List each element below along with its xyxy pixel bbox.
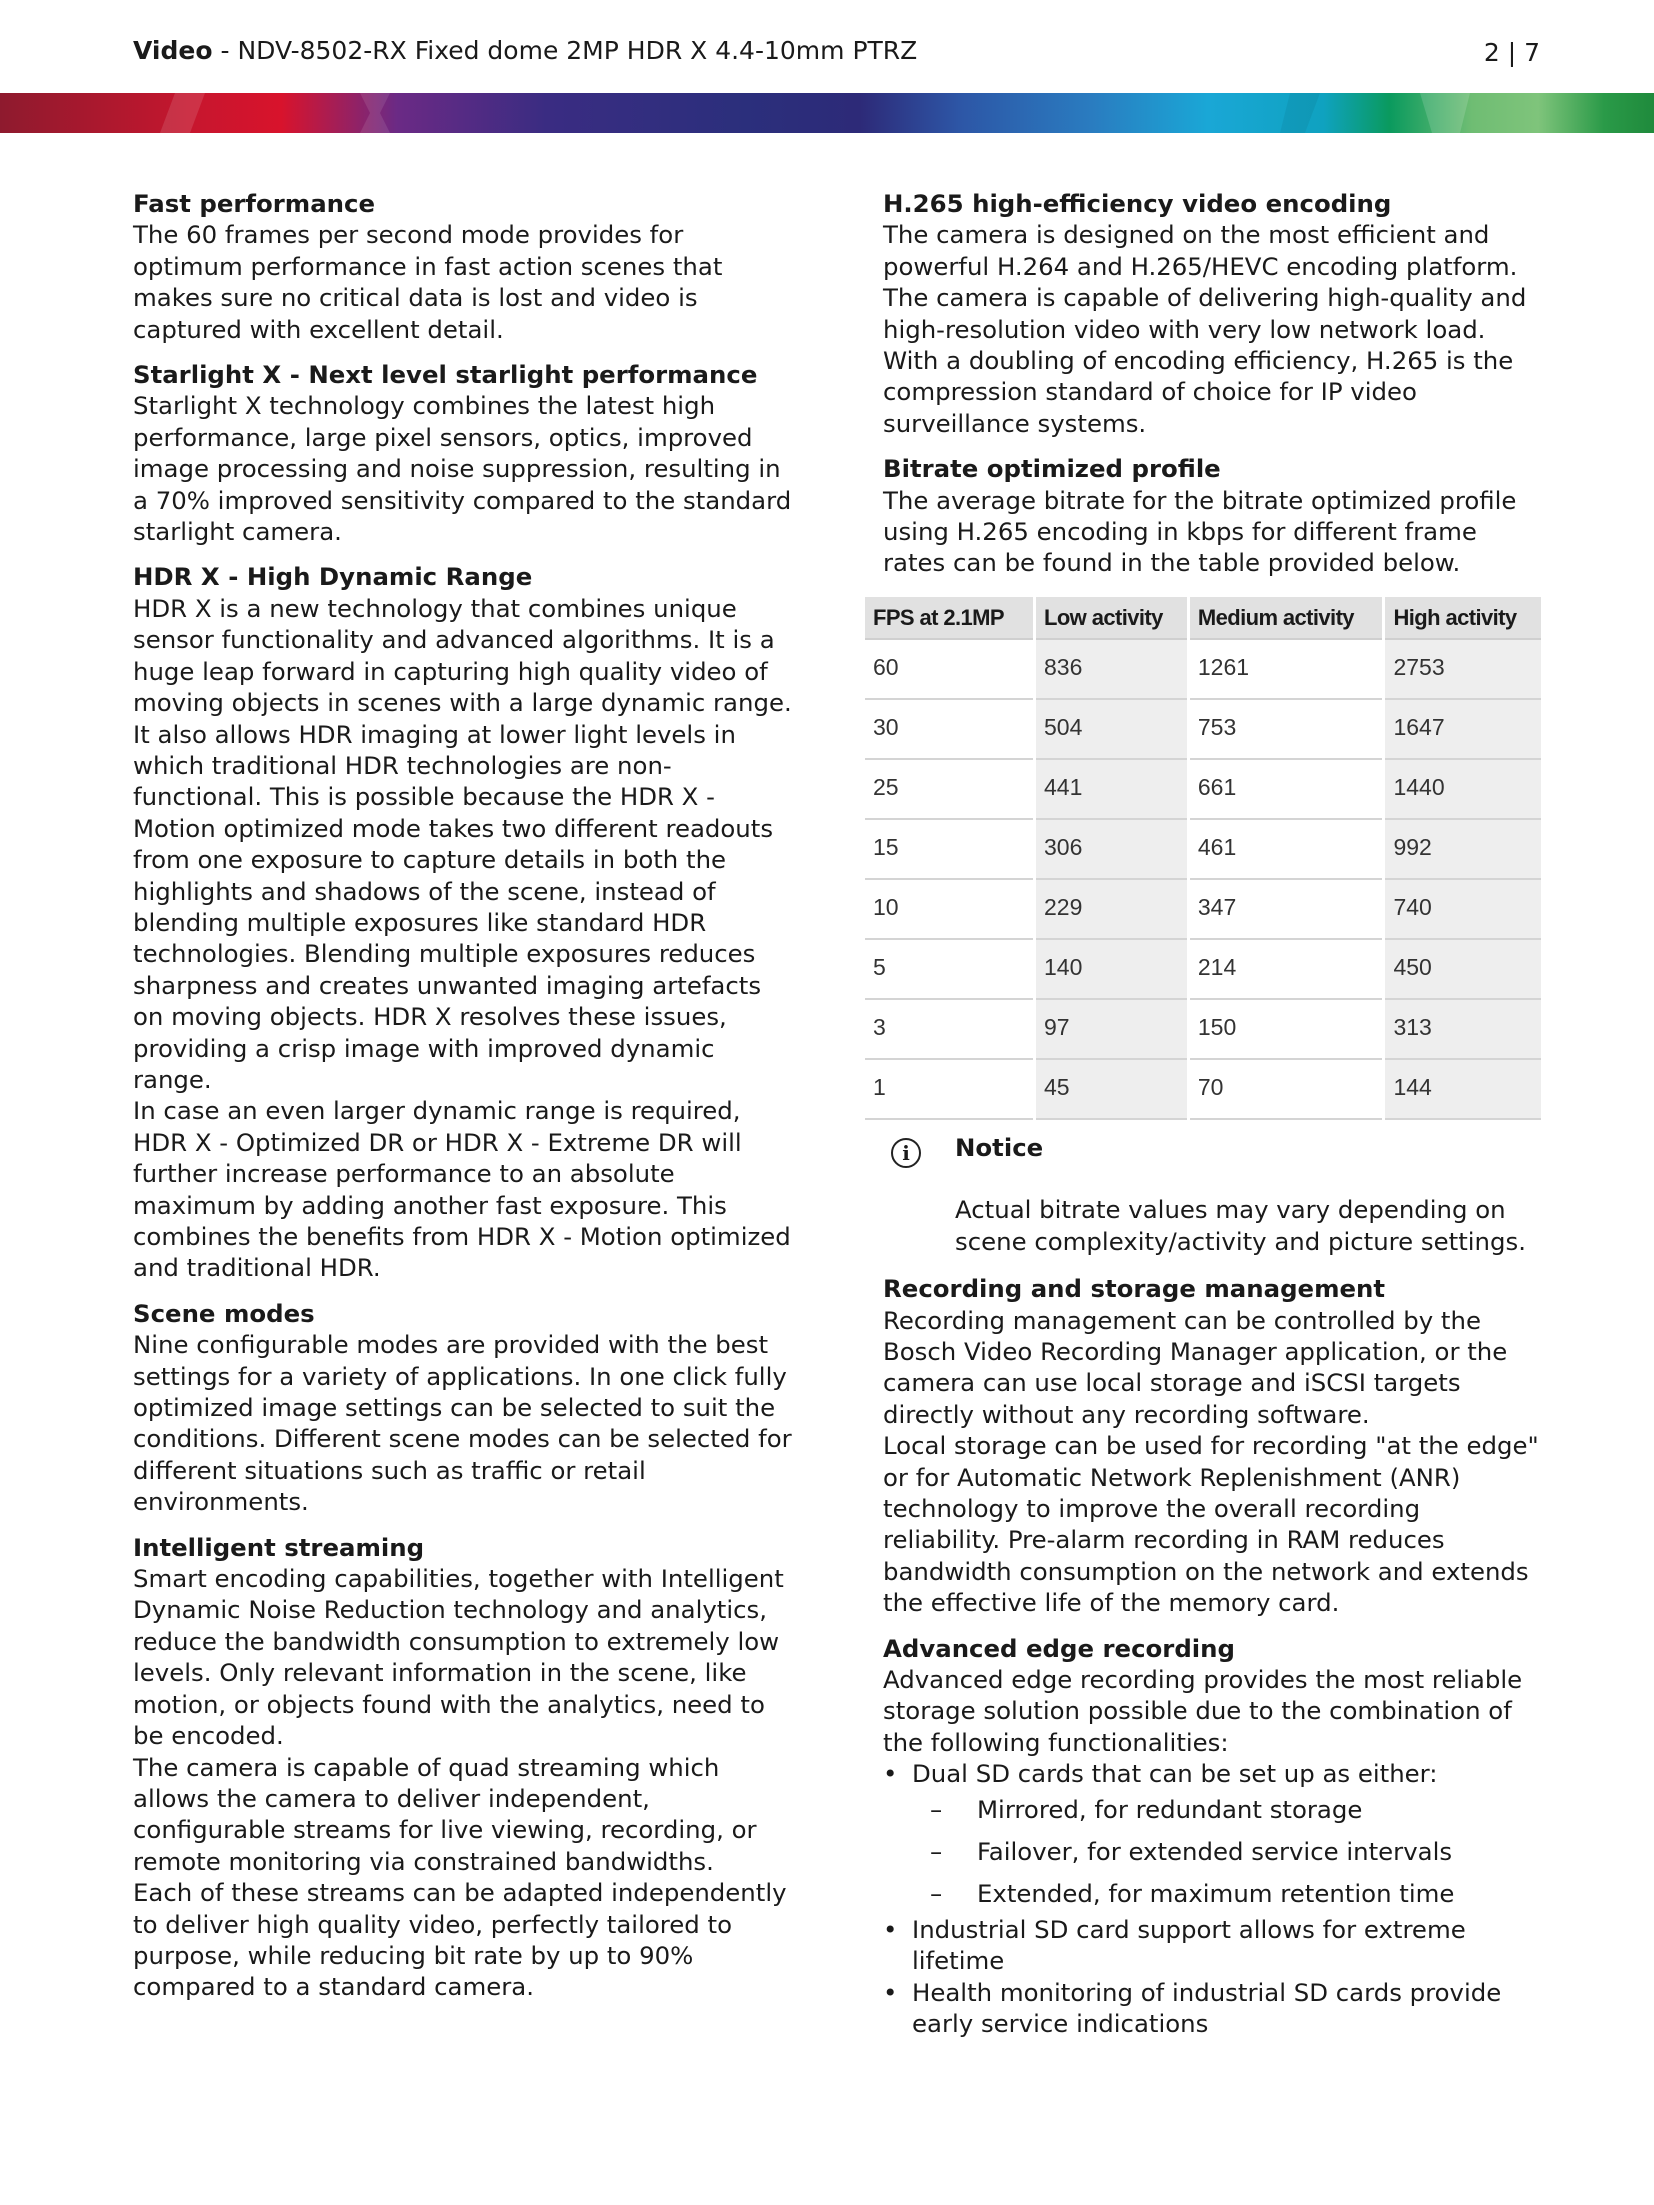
column-header: Low activity (1035, 597, 1189, 639)
section-intelligent-streaming (133, 1532, 798, 2003)
table-row (865, 879, 1541, 939)
table-row (865, 759, 1541, 819)
section-heading: HDR X - High Dynamic Range (133, 562, 533, 592)
sub-list-item: – Mirrored, for redundant storage (930, 1794, 1543, 1825)
column-header: FPS at 2.1MP (865, 597, 1035, 639)
table-cell: 150 (1188, 999, 1384, 1059)
column-header: Medium activity (1188, 597, 1384, 639)
section-heading: Scene modes (133, 1298, 315, 1328)
table-cell: 450 (1384, 939, 1541, 999)
table-row (865, 1059, 1541, 1119)
page-number: 2 | 7 (1483, 38, 1540, 67)
table-row (865, 939, 1541, 999)
section-starlight-x (133, 359, 798, 547)
table-row (865, 699, 1541, 759)
list-item-text: Dual SD cards that can be set up as either: (912, 1759, 1438, 1789)
section-paragraph: HDR X is a new technology that combines unique sensor functionality and advanced algorithms. It is a huge leap forward in capturing high quality video of moving objects in scenes with a large dynamic range. It also allows HDR imaging at lower light levels in which traditional HDR technologies are non-functional. This is possible because the HDR X - Motion optimized mode takes two different readouts from one exposure to capture details in both the highlights and shadows of the scene, instead of blending multiple exposures like standard HDR technologies. Blending multiple exposures reduces sharpness and creates unwanted imaging artefacts on moving objects. HDR X resolves these issues, providing a crisp image with improved dynamic range. (133, 593, 792, 1094)
table-cell: 15 (865, 819, 1035, 879)
table-cell: 10 (865, 879, 1035, 939)
section-recording-storage (883, 1273, 1543, 1618)
section-hdr-x (133, 561, 798, 1283)
section-h265 (883, 188, 1543, 439)
sub-list-item: – Failover, for extended service intervals (930, 1836, 1543, 1867)
list-item: • Health monitoring of industrial SD cards provide early service indications (883, 1977, 1543, 2040)
section-paragraph: Local storage can be used for recording "at the edge" or for Automatic Network Replenishment (ANR) technology to improve the overall recording reliability. Pre-alarm recording in RAM reduces bandwidth consumption on the network and extends the effective life of the memory card. (883, 1431, 1539, 1618)
list-item: • Industrial SD card support allows for extreme lifetime (883, 1914, 1543, 1977)
right-column (873, 188, 1543, 2053)
table-cell: 992 (1384, 819, 1541, 879)
section-paragraph: In case an even larger dynamic range is required, HDR X - Optimized DR or HDR X - Extreme DR will further increase performance to an absolute maximum by adding another fast exposure. This combines the benefits from HDR X - Motion optimized and traditional HDR. (133, 1096, 791, 1283)
table-cell: 504 (1035, 699, 1189, 759)
table-cell: 347 (1188, 879, 1384, 939)
section-paragraph: Nine configurable modes are provided with the best settings for a variety of applications. In one click fully optimized image settings can be selected to suit the conditions. Different scene modes can be selected for different situations such as traffic or retail environments. (133, 1330, 792, 1517)
section-paragraph: Starlight X technology combines the latest high performance, large pixel sensors, optics, improved image processing and noise suppression, resulting in a 70% improved sensitivity compared to the standard starlight camera. (133, 391, 792, 547)
table-cell: 313 (1384, 999, 1541, 1059)
table-row (865, 999, 1541, 1059)
table-cell: 45 (1035, 1059, 1189, 1119)
section-paragraph: Advanced edge recording provides the most reliable storage solution possible due to the combination of the following functionalities: (883, 1664, 1523, 1757)
notice-title: Notice (955, 1132, 1044, 1162)
color-band-graphic (0, 93, 1654, 133)
table-cell: 140 (1035, 939, 1189, 999)
section-paragraph: The camera is capable of quad streaming which allows the camera to deliver independent, configurable streams for live viewing, recording, or remote monitoring via constrained bandwidths. (133, 1752, 757, 1876)
section-paragraph: The average bitrate for the bitrate optimized profile using H.265 encoding in kbps for different frame rates can be found in the table provided below. (883, 485, 1517, 578)
doc-section-label: Video (133, 36, 213, 65)
notice-text: Actual bitrate values may vary depending on scene complexity/activity and picture settings. (955, 1195, 1526, 1256)
table-cell: 229 (1035, 879, 1189, 939)
table-cell: 70 (1188, 1059, 1384, 1119)
title-separator: - (212, 36, 238, 65)
section-heading: Intelligent streaming (133, 1532, 425, 1562)
table-cell: 461 (1188, 819, 1384, 879)
bitrate-table (865, 597, 1541, 1120)
table-cell: 306 (1035, 819, 1189, 879)
table-cell: 1440 (1384, 759, 1541, 819)
table-cell: 1 (865, 1059, 1035, 1119)
table-cell: 214 (1188, 939, 1384, 999)
section-paragraph: The camera is designed on the most efficient and powerful H.264 and H.265/HEVC encoding platform. The camera is capable of delivering high-quality and high-resolution video with very low network load. With a doubling of encoding efficiency, H.265 is the compression standard of choice for IP video surveillance systems. (883, 220, 1527, 438)
table-cell: 144 (1384, 1059, 1541, 1119)
brand-color-band (0, 93, 1654, 133)
sub-list-item: – Extended, for maximum retention time (930, 1878, 1543, 1909)
table-cell: 836 (1035, 639, 1189, 699)
product-name: NDV-8502-RX Fixed dome 2MP HDR X 4.4-10mm PTRZ (237, 36, 918, 65)
section-paragraph: Smart encoding capabilities, together with Intelligent Dynamic Noise Reduction technology and analytics, reduce the bandwidth consumption to extremely low levels. Only relevant information in the scene, like motion, or objects found with the analytics, need to be encoded. (133, 1564, 784, 1751)
table-cell: 3 (865, 999, 1035, 1059)
table-cell: 5 (865, 939, 1035, 999)
info-icon: i (891, 1138, 921, 1168)
table-cell: 740 (1384, 879, 1541, 939)
section-heading: Advanced edge recording (883, 1633, 1235, 1663)
column-header: High activity (1384, 597, 1541, 639)
section-heading: Fast performance (133, 189, 376, 218)
table-cell: 441 (1035, 759, 1189, 819)
table-header-row (865, 597, 1541, 639)
table-cell: 97 (1035, 999, 1189, 1059)
list-item (883, 1758, 1543, 1910)
table-cell: 753 (1188, 699, 1384, 759)
table-cell: 1647 (1384, 699, 1541, 759)
section-heading: Recording and storage management (883, 1274, 1386, 1304)
document-title (133, 36, 917, 65)
table-cell: 2753 (1384, 639, 1541, 699)
section-heading: H.265 high-efficiency video encoding (883, 189, 1392, 218)
section-advanced-edge-recording (883, 1633, 1543, 2040)
section-paragraph: Each of these streams can be adapted independently to deliver high quality video, perfectly tailored to purpose, while reducing bit rate by up to 90% compared to a standard camera. (133, 1878, 787, 2002)
table-cell: 60 (865, 639, 1035, 699)
section-fast-performance (133, 188, 798, 345)
table-cell: 1261 (1188, 639, 1384, 699)
page-header (133, 36, 1540, 76)
section-heading: Starlight X - Next level starlight performance (133, 360, 758, 390)
table-cell: 25 (865, 759, 1035, 819)
table-cell: 30 (865, 699, 1035, 759)
section-bitrate-profile (883, 453, 1543, 579)
table-cell: 661 (1188, 759, 1384, 819)
table-row (865, 639, 1541, 699)
section-heading: Bitrate optimized profile (883, 454, 1221, 484)
table-row (865, 819, 1541, 879)
section-scene-modes (133, 1298, 798, 1518)
left-column (133, 188, 798, 2017)
feature-list (883, 1758, 1543, 2039)
notice-box (883, 1132, 1543, 1257)
sub-list (912, 1794, 1543, 1910)
section-paragraph: Recording management can be controlled by the Bosch Video Recording Manager application, or the camera can use local storage and iSCSI targets directly without any recording software. (883, 1305, 1508, 1429)
section-paragraph: The 60 frames per second mode provides for optimum performance in fast action scenes that makes sure no critical data is lost and video is captured with excellent detail. (133, 220, 723, 344)
